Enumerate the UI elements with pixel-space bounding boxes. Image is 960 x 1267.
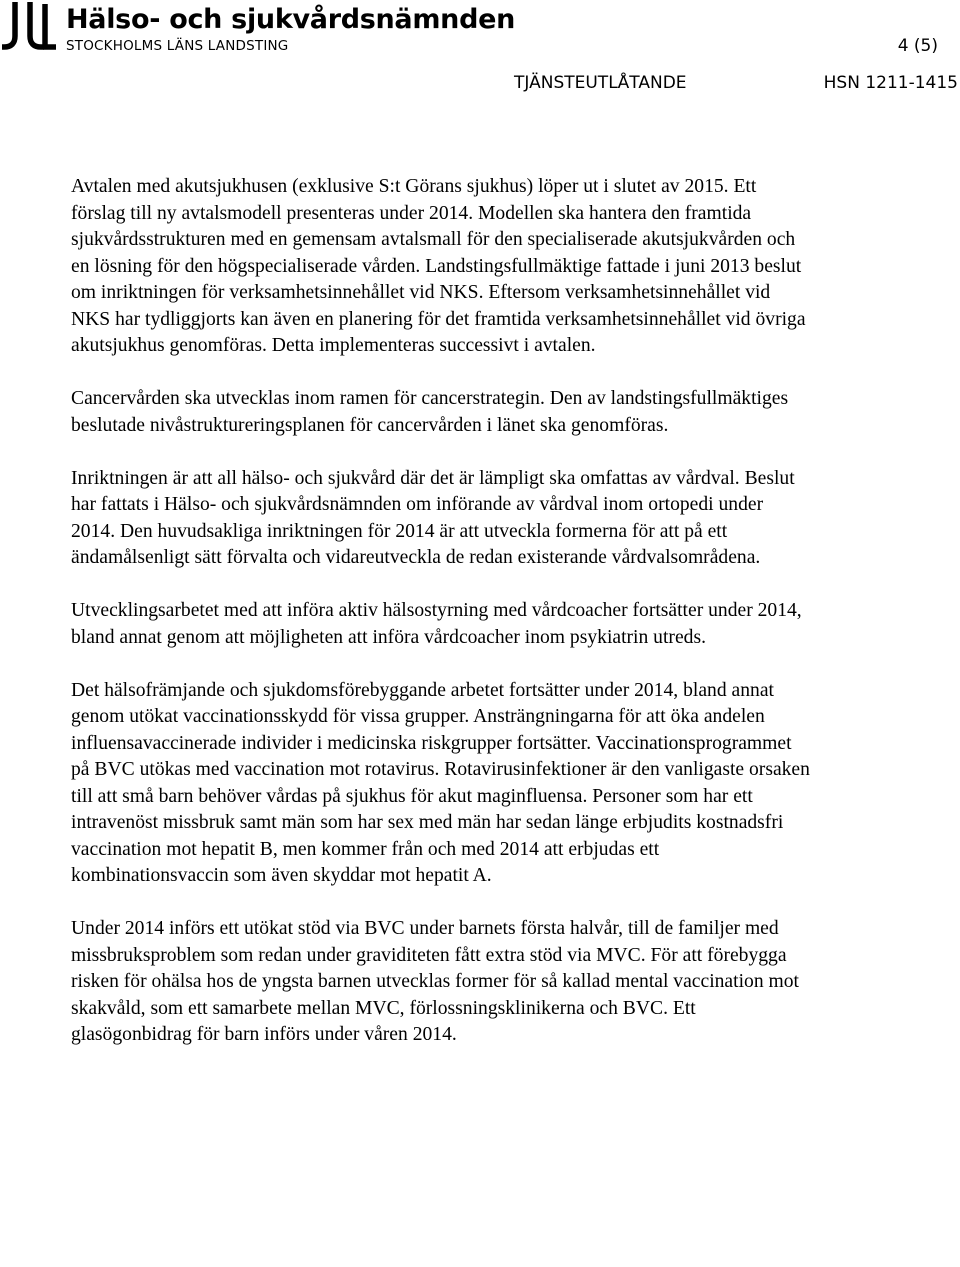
paragraph-forebyggande: Det hälsofrämjande och sjukdomsförebyggande arbetet fortsätter under 2014, bland annat genom utökat vaccinationsskydd för vissa grupper. Ansträngningarna för att öka andelen influensavaccinerade individer i medicinska riskgrupper fortsätter. Vaccinationsprogrammet på BVC utökas med vaccination mot rotavirus. Rotavirusinfektioner är den vanligaste orsaken till att små barn behöver vårdas på sjukhus för akut maginfluensa. Personer som har ett intravenöst missbruk samt män som har sex med män har sedan länge erbjudits kostnadsfri vaccination mot hepatit B, men kommer från och med 2014 att erbjudas ett kombinationsvaccin som även skyddar mot hepatit A. <box>71 679 810 886</box>
document-type: TJÄNSTEUTLÅTANDE <box>514 73 687 93</box>
paragraph-bvc: Under 2014 införs ett utökat stöd via BVC under barnets första halvår, till de familjer med missbruksproblem som redan under graviditeten fått extra stöd via MVC. För att förebygga risken för ohälsa hos de yngsta barnen utvecklas former för så kallad mental vaccination mot skakvåld, som ett samarbete mellan MVC, förlossningsklinikerna och BVC. Ett glasögonbidrag för barn införs under våren 2014. <box>71 918 799 1045</box>
paragraph-cancer: Cancervården ska utvecklas inom ramen för cancerstrategin. Den av landstingsfullmäktiges beslutade nivåstruktureringsplanen för cancervården i länet ska genomföras. <box>71 388 789 436</box>
paragraph-halsostyrning: Utvecklingsarbetet med att införa aktiv hälsostyrning med vårdcoacher fortsätter under 2014, bland annat genom att möjligheten att införa vårdcoacher inom psykiatrin utreds. <box>71 600 802 648</box>
paragraph-vardval: Inriktningen är att all hälso- och sjukvård där det är lämpligt ska omfattas av vårdval. Beslut har fattats i Hälso- och sjukvårdsnämnden om införande av vårdval inom ortopedi under 2014. Den huvudsakliga inriktningen för 2014 är att utveckla formerna för att på ett ändamålsenligt sätt förvalta och vidareutveckla de redan existerande vårdvalsområdena. <box>71 467 795 568</box>
organization-subtitle: STOCKHOLMS LÄNS LANDSTING <box>66 38 289 54</box>
organization-name: Hälso- och sjukvårdsnämnden <box>66 4 516 35</box>
document-header <box>0 0 960 110</box>
landsting-logo-icon <box>2 2 58 52</box>
document-body <box>71 174 811 1075</box>
paragraph-avtal: Avtalen med akutsjukhusen (exklusive S:t Görans sjukhus) löper ut i slutet av 2015. Ett förslag till ny avtalsmodell presenteras under 2014. Modellen ska hantera den framtida sjukvårdsstrukturen med en gemensam avtalsmall för den specialiserade akutsjukvården och en lösning för den högspecialiserade vården. Landstingsfullmäktige fattade i juni 2013 beslut om inriktningen för verksamhetsinnehållet vid NKS. Eftersom verksamhetsinnehållet vid NKS har tydliggjorts kan även en planering för det framtida verksamhetsinnehållet vid övriga akutsjukhus genomföras. Detta implementeras successivt i avtalen. <box>71 176 806 356</box>
page-number: 4 (5) <box>897 36 938 56</box>
document-reference: HSN 1211-1415 <box>823 73 958 93</box>
